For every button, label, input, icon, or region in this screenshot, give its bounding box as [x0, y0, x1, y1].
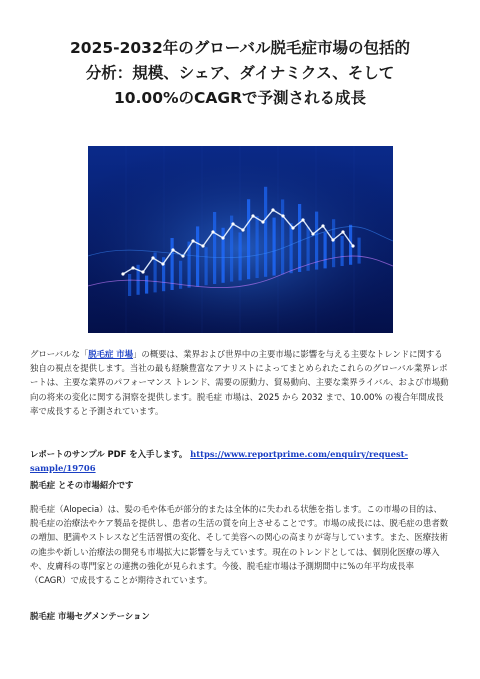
sample-label: レポートのサンプル PDF を入手します。 [30, 449, 188, 459]
hero-trend-point [281, 214, 284, 217]
hero-bar [281, 199, 284, 274]
hero-bar [332, 219, 335, 267]
market-description-paragraph: 脱毛症（Alopecia）は、髪の毛や体毛が部分的または全体的に失われる状態を指します。この市場の目的は、脱毛症の治療法やケア製品を提供し、患者の生活の質を向上させることです。市場の成長には、脱毛症の患者数の増加、肥満やストレスなど生活習慣の変化、そして美容への関心の高まりが寄与しています。また、医療技術の進歩や新しい治療法の開発も市場拡大に影響を与えています。現在のトレンドとしては、個別化医療の導入や、皮膚科の専門家との連携の強化が見られます。今後、脱毛症市場は予測期間中に%の年平均成長率（CAGR）で成長することが期待されています。 [30, 504, 449, 586]
hero-bar [145, 276, 148, 294]
hero-trend-point [291, 226, 294, 229]
hero-bar [171, 238, 174, 290]
hero-trend-point [321, 224, 324, 227]
hero-bar [298, 204, 301, 272]
hero-trend-point [211, 230, 214, 233]
hero-bar [239, 232, 242, 280]
hero-trend-point [231, 222, 234, 225]
hero-bar [128, 274, 131, 296]
hero-trend-point [171, 248, 174, 251]
intro-before: グローバルな「 [30, 349, 89, 359]
hero-bar [341, 236, 344, 266]
hero-bar [264, 187, 267, 277]
market-keyword-link[interactable]: 脱毛症 市場 [88, 349, 134, 359]
hero-trend-point [261, 220, 264, 223]
section-heading-segmentation: 脱毛症 市場セグメンテーション [30, 611, 150, 621]
hero-trend-point [191, 239, 194, 242]
title-line-1: 2025-2032年のグローバル脱毛症市場の包括的 [70, 39, 410, 57]
section-heading-intro: 脱毛症 とその市場紹介です [30, 480, 134, 490]
sample-request-paragraph [30, 447, 450, 475]
hero-trend-point [271, 208, 274, 211]
hero-trend-point [201, 244, 204, 247]
document-title [30, 36, 450, 111]
hero-trend-point [301, 218, 304, 221]
title-line-2: 分析：規模、シェア、ダイナミクス、そして [85, 64, 395, 82]
hero-bar [205, 247, 208, 285]
hero-bar [213, 212, 216, 284]
hero-trend-point [251, 214, 254, 217]
hero-trend-point [151, 256, 154, 259]
hero-bar [324, 232, 327, 268]
hero-trend-point [141, 270, 144, 273]
hero-bar [290, 223, 293, 273]
sample-request-link[interactable]: https://www.reportprime.com/enquiry/request-sample/19706 [30, 449, 409, 474]
title-line-3: 10.00%のCAGRで予測される成長 [113, 89, 367, 107]
hero-trend-point [351, 244, 354, 247]
hero-trend-point [131, 266, 134, 269]
hero-trend-point [161, 262, 164, 265]
intro-paragraph [30, 347, 450, 418]
hero-bar [358, 238, 361, 264]
hero-bar [315, 212, 318, 270]
hero-bar [247, 199, 250, 279]
intro-after: 」の概要は、業界および世界中の主要市場に影響を与える主要なトレンドに関する独自の視点を提供します。当社の最も経験豊富なアナリストによってまとめられたこれらのグローバル業界レポートは、主要な業界のパフォーマンス トレンド、需要の原動力、貿易動向、主要な業界ライバル、および市場動向の将来の変化に関する洞察を提供します。脱毛症 市場は、2025 から 2032 まで、10.00% の複合年間成長率で成長すると予測されています。 [30, 349, 449, 416]
hero-trend-point [221, 236, 224, 239]
hero-chart-image [88, 146, 393, 333]
hero-trend-point [331, 238, 334, 241]
hero-trend-point [311, 232, 314, 235]
hero-bar [273, 218, 276, 276]
hero-chart-graphic [88, 146, 393, 333]
hero-trend-point [241, 228, 244, 231]
hero-trend-point [341, 230, 344, 233]
hero-trend-point [121, 272, 124, 275]
hero-bar [256, 216, 259, 278]
